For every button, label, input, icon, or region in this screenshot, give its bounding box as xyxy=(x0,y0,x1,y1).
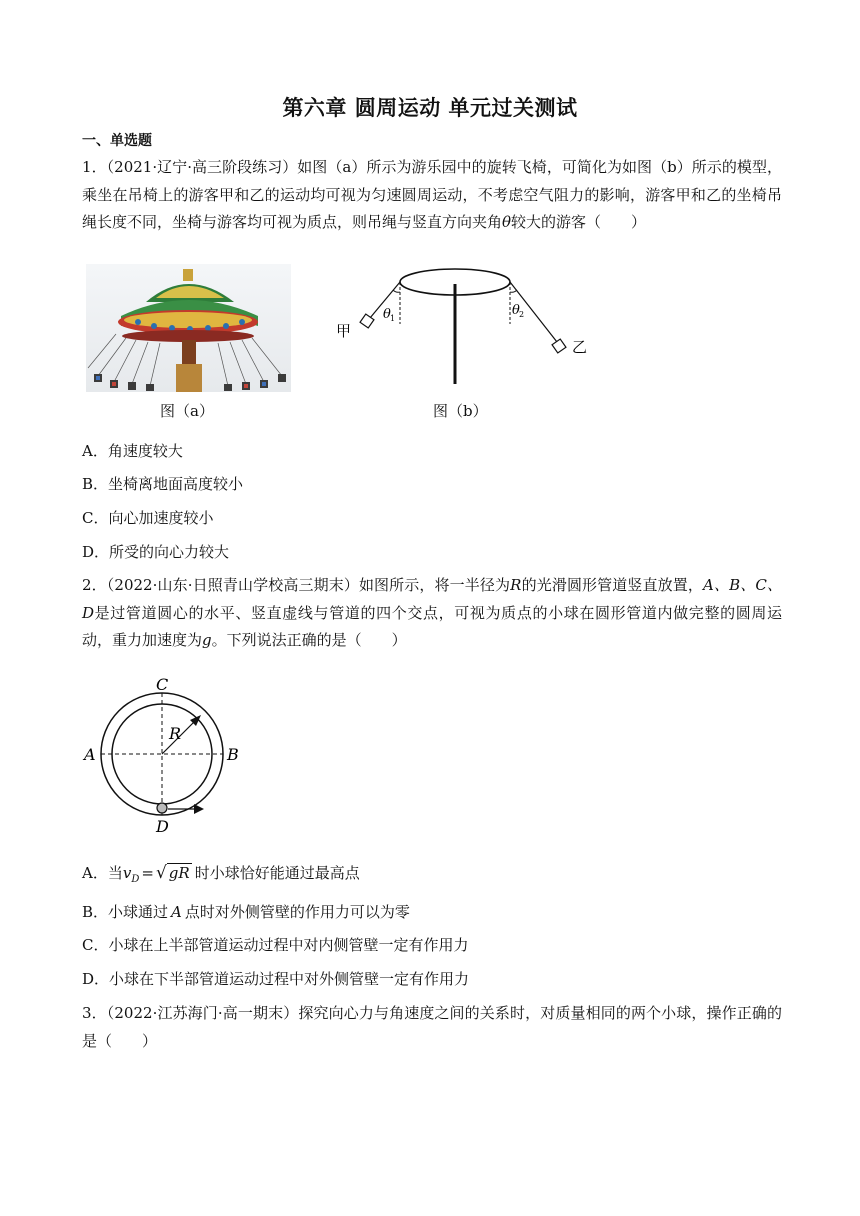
theta2-subscript: 2 xyxy=(519,310,525,319)
question-1-stem-end: 较大的游客（ ） xyxy=(511,213,647,231)
radius-label: R xyxy=(169,724,182,743)
point-a-ref: A xyxy=(171,903,182,921)
q2-option-b-post: 点时对外侧管壁的作用力可以为零 xyxy=(184,903,410,921)
velocity-subscript: D xyxy=(131,874,140,885)
q2-radius-symbol: R xyxy=(510,576,522,594)
sqrt-icon: √ xyxy=(155,863,167,883)
q2-option-a-post: 时小球恰好能通过最高点 xyxy=(194,864,360,882)
question-2-text xyxy=(82,572,782,655)
swing-ride-photo xyxy=(86,264,291,392)
question-3-text: 3．（2022·江苏海门·高一期末）探究向心力与角速度之间的关系时，对质量相同的两个小球，操作正确的是（ ） xyxy=(82,1004,782,1050)
q1-option-a: A．角速度较大 xyxy=(82,442,183,460)
point-d-label: D xyxy=(156,817,169,836)
circular-pipe-diagram xyxy=(80,676,250,836)
figure-b-caption: 图（b） xyxy=(433,402,488,420)
point-c-label: C xyxy=(156,676,169,694)
q2-stem-1: 2．（2022·山东·日照青山学校高三期末）如图所示，将一半径为 xyxy=(82,576,511,594)
theta1-label: θ xyxy=(383,307,391,322)
label-jia: 甲 xyxy=(336,322,352,340)
theta-symbol: θ xyxy=(502,213,512,231)
q2-stem-2: 的光滑圆形管道竖直放置， xyxy=(521,576,704,594)
q2-stem-4: 。下列说法正确的是（ ） xyxy=(211,631,407,649)
q2-option-c: C．小球在上半部管道运动过程中对内侧管壁一定有作用力 xyxy=(82,936,469,954)
sqrt-content: gR xyxy=(168,864,190,882)
q2-option-a xyxy=(82,862,360,885)
q1-option-d: D．所受的向心力较大 xyxy=(82,543,230,561)
section-heading: 一、单选题 xyxy=(82,133,152,149)
label-yi: 乙 xyxy=(572,338,588,356)
q2-option-a-pre: A．当 xyxy=(82,864,123,882)
swing-model-diagram xyxy=(330,262,590,392)
q2-option-b xyxy=(82,901,410,922)
q1-option-c: C．向心加速度较小 xyxy=(82,509,214,527)
q1-option-b: B．坐椅离地面高度较小 xyxy=(82,475,244,493)
velocity-symbol: v xyxy=(122,864,132,882)
equals-sign: = xyxy=(141,864,154,882)
question-1-text xyxy=(82,154,782,237)
q2-gravity-symbol: g xyxy=(202,631,212,649)
theta2-label: θ xyxy=(512,303,520,318)
point-a-label: A xyxy=(84,745,96,764)
point-b-label: B xyxy=(227,745,239,764)
question-1-stem: 1．（2021·辽宁·高三阶段练习）如图（a）所示为游乐园中的旋转飞椅，可简化为如图（b）所示的模型，乘坐在吊椅上的游客甲和乙的运动均可视为匀速圆周运动，不考虑空气阻力的影响，游客甲和乙的坐椅吊绳长度不同，坐椅与游客均可视为质点，则吊绳与竖直方向夹角 xyxy=(82,158,782,231)
q2-stem-3: 是过管道圆心的水平、竖直虚线与管道的四个交点，可视为质点的小球在圆形管道内做完整的圆周运动，重力加速度为 xyxy=(82,603,782,649)
q2-option-d: D．小球在下半部管道运动过程中对外侧管壁一定有作用力 xyxy=(82,970,470,988)
page-title: 第六章 圆周运动 单元过关测试 xyxy=(282,96,578,120)
q2-points: A、B、C、D xyxy=(82,576,782,622)
theta1-subscript: 1 xyxy=(390,314,396,323)
figure-a-caption: 图（a） xyxy=(160,402,214,420)
q2-option-b-pre: B．小球通过 xyxy=(82,903,169,921)
